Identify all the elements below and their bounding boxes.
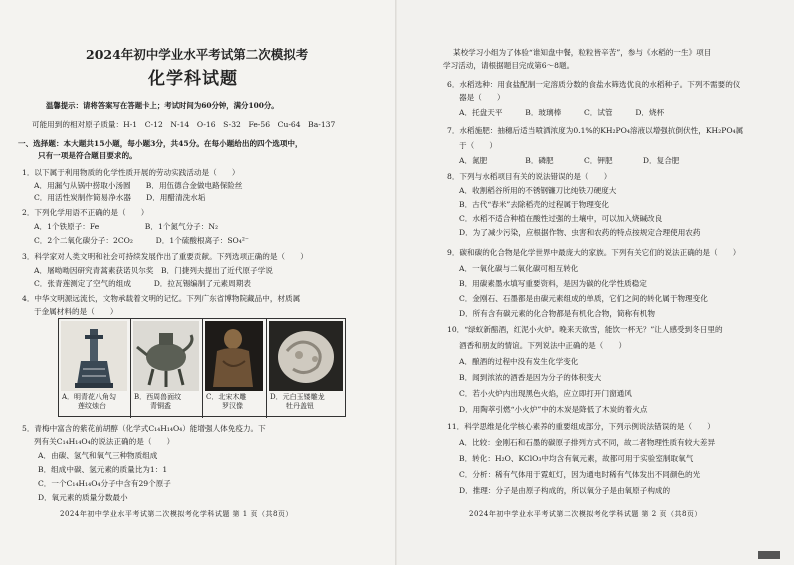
artifact-option-c xyxy=(203,319,267,418)
jade-carving-image xyxy=(269,321,343,391)
q2-options-ab: A．1个铁原子：Fe B．1个氮气分子：N₂ xyxy=(34,222,219,231)
question-5: 5．青梅中富含的紫花前胡醇（化学式C₁₄H₁₄O₄）能增强人体免疫力。下 xyxy=(22,424,266,433)
project-intro: 某校学习小组为了体验“谁知盘中餐，粒粒皆辛苦”，参与《水稻的一生》项目 xyxy=(453,48,712,57)
q9-option-b: B．用碳素墨水填写重要资料，是因为碳的化学性质稳定 xyxy=(459,279,647,288)
subject-title: 化学科试题 xyxy=(148,69,238,89)
q3-options-ab: A．屠呦呦因研究青蒿素获诺贝尔奖 B．门捷列夫提出了近代原子学说 xyxy=(34,266,273,275)
notice: 温馨提示：请将答案写在答题卡上；考试时间为60分钟，满分100分。 xyxy=(46,101,279,110)
q11-option-b: B．转化：H₂O、KClO₃中均含有氧元素，故都可用于实验室制取氧气 xyxy=(459,454,694,463)
project-intro-cont: 学习活动，请根据题目完成第6～8题。 xyxy=(443,61,575,70)
question-3: 3．科学家对人类文明和社会可持续发展作出了重要贡献。下列选项正确的是（ ） xyxy=(22,252,308,261)
watermark-logo xyxy=(758,551,780,559)
q7-options: A．氮肥 B．磷肥 C．钾肥 D．复合肥 xyxy=(459,156,680,165)
question-5-cont: 列有关C₁₄H₁₄O₄的说法正确的是（ ） xyxy=(34,437,175,446)
q10-option-c: C．若小火炉内出现黑色火焰，应立即打开门窗通风 xyxy=(459,389,632,398)
artifact-images xyxy=(58,318,346,417)
question-8: 8．下列与水稻项目有关的说法错误的是（ ） xyxy=(447,172,612,181)
candlestick-image xyxy=(61,321,127,391)
artifact-caption-b: B．西周兽面纹 青铜盉 xyxy=(134,393,182,410)
bronze-vessel-image xyxy=(133,321,199,391)
artifact-option-d xyxy=(267,319,347,418)
q5-option-d: D．氧元素的质量分数最小 xyxy=(38,493,128,502)
artifact-option-a xyxy=(59,319,131,418)
question-11: 11．科学思维是化学核心素养的重要组成部分，下列示例说法错误的是（ ） xyxy=(447,422,715,431)
q1-options-ab: A．用漏勺从锅中捞取小汤圆 B．用伍德合金做电路保险丝 xyxy=(34,181,243,190)
q9-option-c: C．金刚石、石墨都是由碳元素组成的单质，它们之间的转化属于物理变化 xyxy=(459,294,708,303)
wooden-statue-image xyxy=(205,321,263,391)
q8-option-d: D．为了减少污染，应根据作物、虫害和农药的特点按规定合理使用农药 xyxy=(459,228,701,237)
q8-option-a: A．收割稻谷所用的不锈钢镰刀比纯铁刀硬度大 xyxy=(459,186,617,195)
q5-option-c: C．一个C₁₄H₁₄O₄分子中含有29个原子 xyxy=(38,479,171,488)
page-footer: 2024年初中学业水平考试第二次模拟考化学科试题 第 1 页（共8页） xyxy=(60,510,293,518)
artifact-caption-c: C．北宋木雕 罗汉像 xyxy=(206,393,247,410)
q9-option-a: A．一氧化碳与二氧化碳可相互转化 xyxy=(459,264,579,273)
q11-option-a: A．比较：金刚石和石墨的碳原子排列方式不同，故二者物理性质有较大差异 xyxy=(459,438,716,447)
question-10: 10．“绿蚁新醅酒，红泥小火炉。晚来天欲雪，能饮一杯无？”让人感受到冬日里的 xyxy=(447,325,723,334)
question-7-cont: 于（ ） xyxy=(459,141,497,150)
exam-page-2 xyxy=(397,0,794,565)
q8-option-b: B．古代“春米”去除稻壳的过程属于物理变化 xyxy=(459,200,610,209)
atomic-masses: 可能用到的相对原子质量：H-1 C-12 N-14 O-16 S-32 Fe-56 Cu-64 Ba-137 xyxy=(32,120,336,129)
question-4: 4．中华文明源远流长，文物承载着文明的记忆。下列广东省博物院藏品中，材质属 xyxy=(22,294,301,303)
artifact-caption-d: D．元白玉镂雕龙 牡丹盖钮 xyxy=(270,393,325,410)
q5-option-b: B．组成中碳、氢元素的质量比为1：1 xyxy=(38,465,168,474)
q10-option-b: B．闻到浓浓的酒香是因为分子的体积变大 xyxy=(459,373,602,382)
q5-option-a: A．由碳、氢气和氧气三种物质组成 xyxy=(38,451,158,460)
q6-options: A．托盘天平 B．玻璃棒 C．试管 D．烧杯 xyxy=(459,108,665,117)
page-footer: 2024年初中学业水平考试第二次模拟考化学科试题 第 2 页（共8页） xyxy=(469,510,702,518)
question-9: 9．碳和碳的化合物是化学世界中最庞大的家族。下列有关它们的说法正确的是（ ） xyxy=(447,248,741,257)
question-10-cont: 酒香和朋友的情谊。下列说法中正确的是（ ） xyxy=(459,341,627,350)
q9-option-d: D．所有含有碳元素的化合物都是有机化合物，简称有机物 xyxy=(459,309,655,318)
q11-option-d: D．推理：分子是由原子构成的，所以氧分子是由氧原子构成的 xyxy=(459,486,671,495)
q1-options-cd: C．用活性炭制作简易净水器 D．用醋清洗水垢 xyxy=(34,193,206,202)
question-6: 6．水稻选种：用食盐配制一定溶质分数的食盐水筛选优良的水稻种子。下列不需要的仪 xyxy=(447,80,741,89)
question-7: 7．水稻施肥：抽穗后适当喷洒浓度为0.1%的KH₂PO₄溶液以增强抗倒伏性，KH₂PO₄属 xyxy=(447,126,744,135)
q11-option-c: C．分析：稀有气体用于霓虹灯，因为通电时稀有气体发出不同颜色的光 xyxy=(459,470,701,479)
q8-option-c: C．水稻不适合种植在酸性过强的土壤中，可以加入烧碱改良 xyxy=(459,214,663,223)
q3-options-cd: C．张青莲测定了空气的组成 D．拉瓦锡编制了元素周期表 xyxy=(34,279,251,288)
question-1: 1．以下属于利用物质的化学性质开展的劳动实践活动是（ ） xyxy=(22,168,240,177)
section-heading-cont: 只有一项是符合题目要求的。 xyxy=(38,151,137,160)
question-2: 2．下列化学用语不正确的是（ ） xyxy=(22,208,149,217)
question-6-cont: 器是（ ） xyxy=(459,93,505,102)
question-4-cont: 于金属材料的是（ ） xyxy=(34,307,118,316)
artifact-caption-a: A．明青花八角勾 莲纹烛台 xyxy=(62,393,117,410)
q10-option-d: D．用陶萃引燃“小火炉”中的木炭是降低了木炭的着火点 xyxy=(459,405,648,414)
q10-option-a: A．酿酒的过程中没有发生化学变化 xyxy=(459,357,579,366)
exam-title: 2024年初中学业水平考试第二次模拟考 xyxy=(86,47,309,62)
section-heading: 一、选择题：本大题共15小题，每小题3分，共45分。在每小题给出的四个选项中， xyxy=(18,139,303,148)
artifact-option-b xyxy=(131,319,203,418)
q2-options-cd: C．2个二氧化碳分子：2CO₂ D．1个硫酸根离子：SO₄²⁻ xyxy=(34,236,249,245)
